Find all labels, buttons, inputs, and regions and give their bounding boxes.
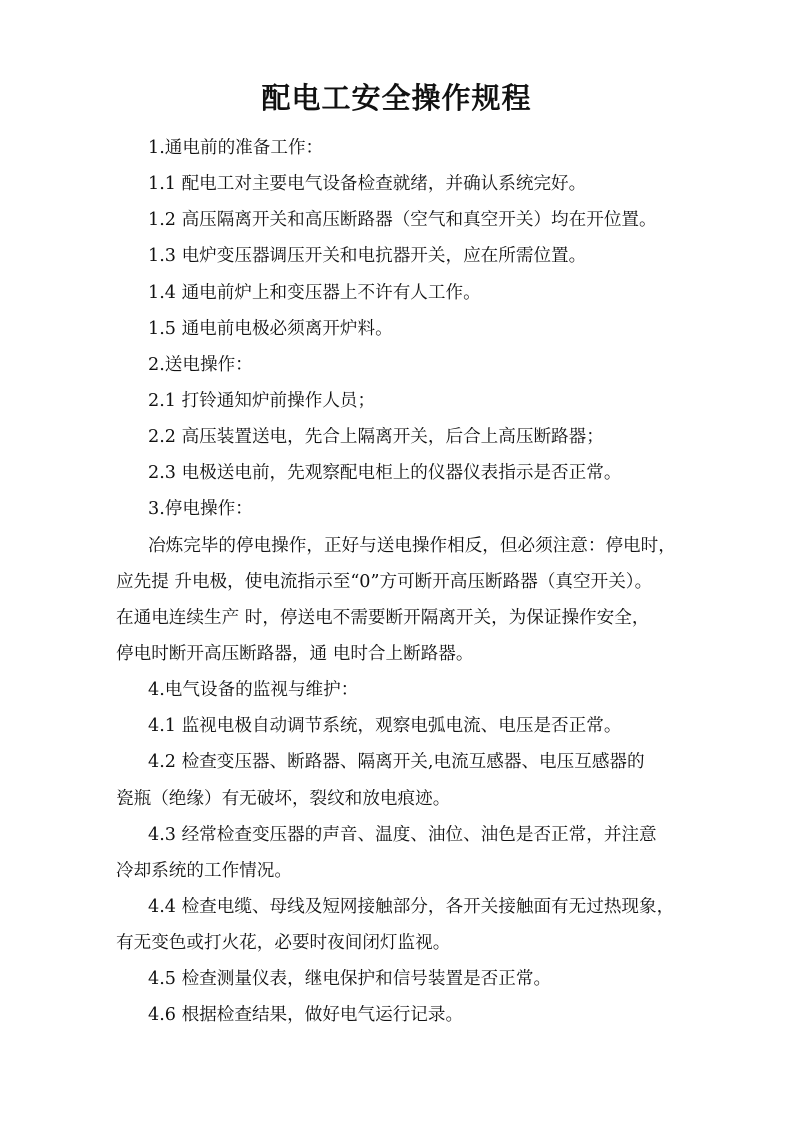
text-line: 1.2 高压隔离开关和高压断路器（空气和真空开关）均在开位置。	[148, 210, 657, 231]
text-line: 4.4 检查电缆、母线及短网接触部分，各开关接触面有无过热现象，	[148, 896, 675, 917]
text-line: 4.3 经常检查变压器的声音、温度、油位、油色是否正常，并注意	[148, 824, 657, 845]
text-line: 4.5 检查测量仪表，继电保护和信号装置是否正常。	[148, 969, 552, 990]
text-line: 1.3 电炉变压器调压开关和电抗器开关，应在所需位置。	[148, 246, 587, 267]
text-line: 瓷瓶（绝缘）有无破坏，裂纹和放电痕迹。	[116, 788, 451, 809]
text-line: 1.1 配电工对主要电气设备检查就绪，并确认系统完好。	[148, 174, 587, 195]
text-line: 2.3 电极送电前，先观察配电柜上的仪器仪表指示是否正常。	[148, 463, 622, 484]
text-line: 在通电连续生产 时，停送电不需要断开隔离开关，为保证操作安全，	[116, 607, 650, 628]
text-line: 4.2 检查变压器、断路器、隔离开关,电流互感器、电压互感器的	[148, 752, 645, 773]
text-line: 1.4 通电前炉上和变压器上不许有人工作。	[148, 282, 481, 303]
text-line: 应先提 升电极，使电流指示至“0”方可断开高压断路器（真空开关）。	[116, 571, 653, 592]
text-line: 1.通电前的准备工作：	[148, 138, 324, 158]
text-line: 2.2 高压装置送电，先合上隔离开关，后合上高压断路器；	[148, 427, 604, 448]
text-line: 2.送电操作：	[148, 354, 253, 375]
text-line: 4.电气设备的监视与维护：	[148, 680, 359, 701]
text-line: 停电时断开高压断路器，通 电时合上断路器。	[116, 643, 474, 664]
text-line: 冷却系统的工作情况。	[116, 860, 292, 881]
text-line: 3.停电操作：	[148, 499, 253, 520]
document-title: 配电工安全操作规程	[261, 81, 532, 115]
text-line: 1.5 通电前电极必须离开炉料。	[148, 318, 393, 339]
text-line: 4.6 根据检查结果，做好电气运行记录。	[148, 1005, 464, 1026]
document-body	[116, 130, 690, 1034]
text-line: 2.1 打铃通知炉前操作人员；	[148, 390, 376, 411]
text-line: 有无变色或打火花，必要时夜间闭灯监视。	[116, 933, 451, 954]
text-line: 4.1 监视电极自动调节系统，观察电弧电流、电压是否正常。	[148, 716, 622, 737]
text-line: 冶炼完毕的停电操作，正好与送电操作相反，但必须注意：停电时，	[148, 535, 676, 556]
